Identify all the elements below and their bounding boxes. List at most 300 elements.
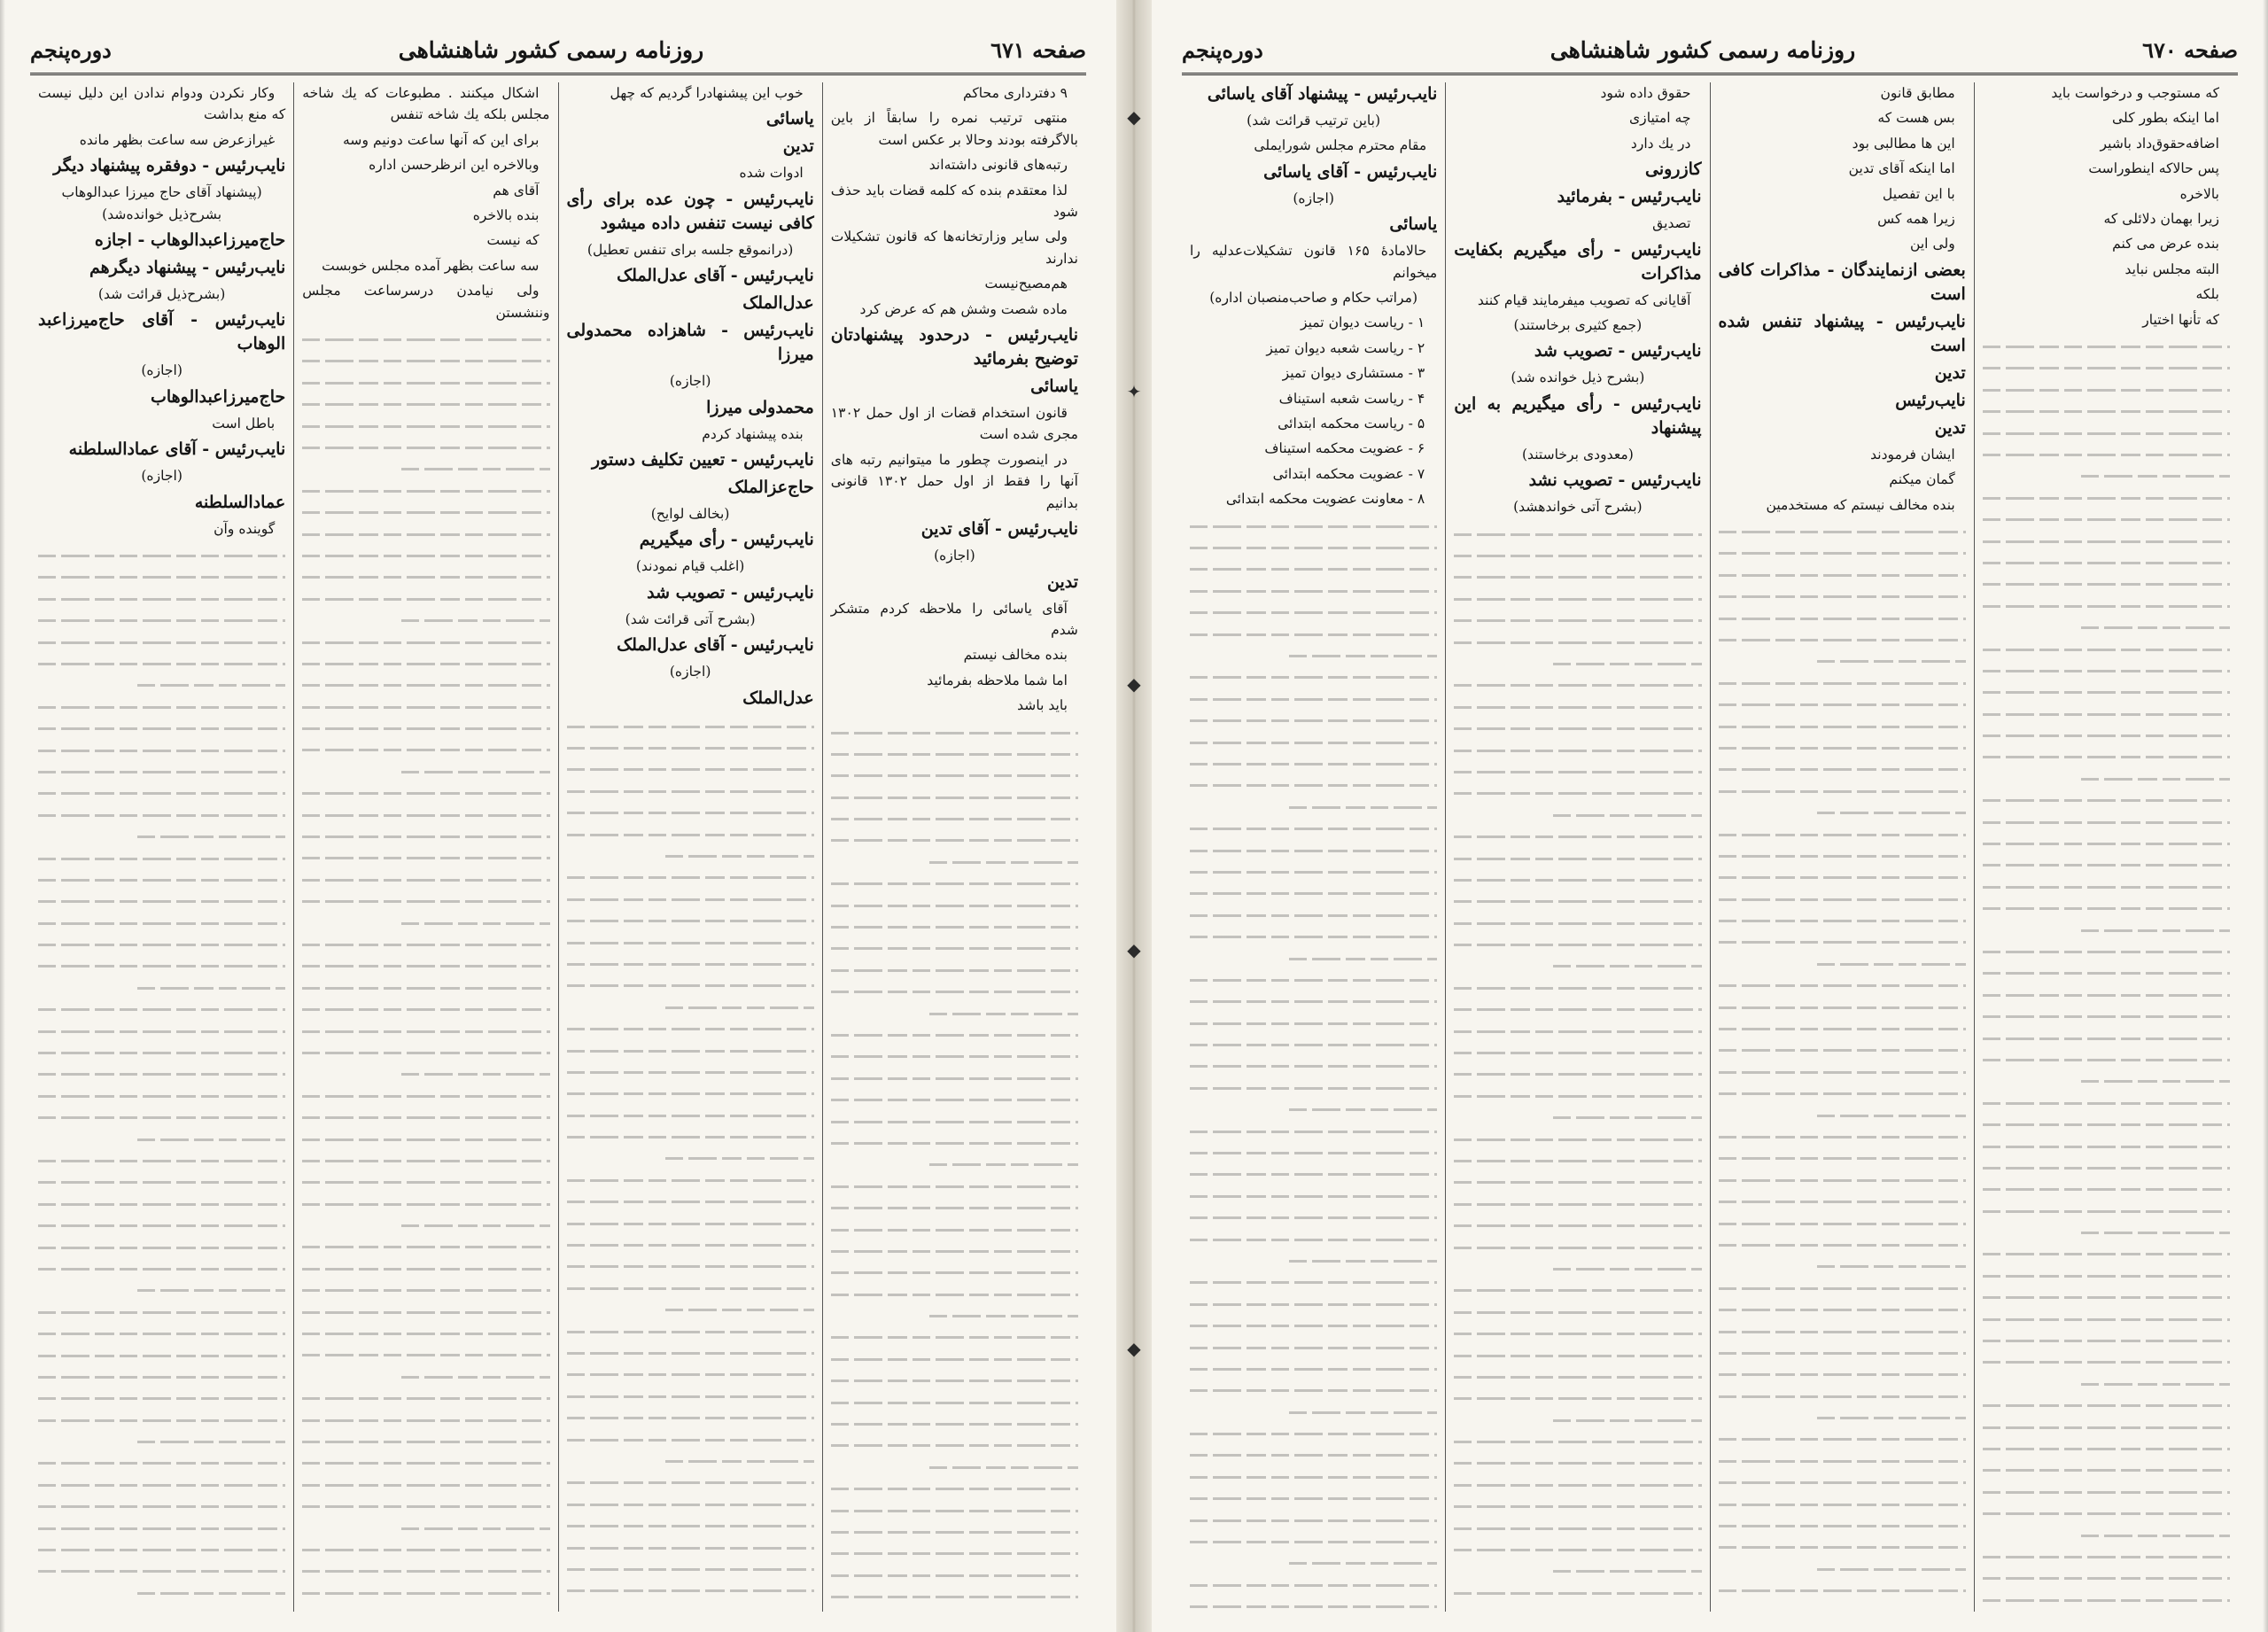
- text-line: [302, 804, 549, 826]
- speaker-heading: نایب‌رئیس - بفرمائید: [1557, 187, 1702, 207]
- text-line: [38, 1345, 285, 1366]
- text-line: [1983, 681, 2230, 703]
- procedural-note: (اجازه): [141, 468, 183, 485]
- text-line: [567, 824, 814, 845]
- text-line: [1190, 969, 1437, 991]
- procedural-note: (پیشنهاد آقای حاج میرزا عبدالوهاب بشرح‌ذیل خوانده‌شد): [61, 184, 262, 222]
- illegible-text-lines: [302, 329, 549, 1612]
- text-line: [1190, 602, 1437, 623]
- text-line: [38, 999, 285, 1020]
- text-line: [302, 1582, 549, 1604]
- text-line: [38, 1237, 285, 1258]
- text-line: [831, 1326, 1078, 1348]
- transcript-paragraph: هم‌مصیح‌نیست: [984, 276, 1068, 292]
- text-line: [302, 739, 549, 760]
- text-line: [831, 1111, 1078, 1132]
- text-line: [567, 1515, 814, 1536]
- transcript-paragraph: منتهی ترتیب نمره را سابقاً از باین بالاگرفته بودند وحالا بر عکس است: [830, 110, 1078, 148]
- transcript-paragraph: بنده پیشنهاد کردم: [702, 425, 804, 442]
- text-line: [1983, 1136, 2230, 1157]
- text-line: [1983, 1070, 2230, 1092]
- text-line: [302, 1366, 549, 1387]
- transcript-paragraph: این ها مطالبی بود: [1852, 135, 1955, 152]
- procedural-note: (اغلب قیام نمودند): [635, 558, 745, 575]
- text-line: [1719, 716, 1966, 737]
- transcript-paragraph: تصدیق: [1652, 215, 1691, 232]
- speaker-heading: نایب‌رئیس - پیشنهاد دیگرهم: [89, 258, 286, 278]
- text-line: [302, 653, 549, 674]
- text-line: [1719, 564, 1966, 586]
- text-line: [567, 758, 814, 780]
- rank-list-item: ۱ - ریاست دیوان تمیز: [1300, 315, 1425, 331]
- text-line: [38, 610, 285, 631]
- left-columns: [30, 82, 1086, 1612]
- text-line: [1983, 400, 2230, 422]
- text-line: [1983, 1309, 2230, 1330]
- text-line: [1719, 1515, 1966, 1536]
- text-line: [1983, 1395, 2230, 1416]
- text-line: [1190, 1250, 1437, 1271]
- text-line: [567, 716, 814, 737]
- text-line: [38, 1496, 285, 1517]
- transcript-paragraph: در یك دارد: [1630, 135, 1691, 152]
- procedural-note: (مراتب حکام و صاحب‌منصبان اداره): [1209, 290, 1418, 307]
- text-line: [831, 1478, 1078, 1499]
- speaker-heading: نایب‌رئیس - شاهزاده محمدولی میرزا: [566, 321, 814, 365]
- text-line: [567, 1278, 814, 1299]
- text-line: [1983, 423, 2230, 444]
- illegible-text-lines: [1983, 336, 2230, 1612]
- text-line: [1454, 1258, 1701, 1279]
- text-line: [1454, 1171, 1701, 1193]
- text-line: [831, 1284, 1078, 1305]
- text-line: [1719, 1450, 1966, 1472]
- transcript-paragraph: مقام محترم مجلس شورایملی: [1254, 137, 1427, 154]
- text-line: [1190, 1163, 1437, 1185]
- text-line: [1983, 1373, 2230, 1395]
- rank-list-item: ۲ - ریاست شعبه دیوان تمیز: [1266, 339, 1425, 356]
- text-line: [831, 1413, 1078, 1434]
- text-line: [302, 1302, 549, 1323]
- text-line: [1983, 465, 2230, 486]
- text-line: [1983, 1611, 2230, 1612]
- text-line: [1983, 573, 2230, 595]
- text-line: [1454, 1107, 1701, 1128]
- text-line: [1983, 1459, 2230, 1480]
- text-line: [302, 1042, 549, 1063]
- text-line: [1719, 910, 1966, 931]
- right-column-4: [1182, 82, 1446, 1612]
- text-line: [831, 1565, 1078, 1586]
- text-line: [831, 873, 1078, 894]
- text-line: [567, 1255, 814, 1277]
- rank-list-item: ۵ - ریاست محکمه ابتدائی: [1278, 416, 1425, 432]
- text-line: [1454, 869, 1701, 890]
- procedural-note: (جمع کثیری برخاستند): [1513, 317, 1643, 334]
- text-line: [1190, 1466, 1437, 1488]
- rank-list-item: ۷ - عضویت محکمه ابتدائی: [1272, 465, 1425, 482]
- text-line: [1719, 1494, 1966, 1515]
- speaker-heading: یاسائی: [1030, 377, 1078, 397]
- transcript-paragraph: آقایانی که تصویب میفرمایند قیام کنند: [1477, 291, 1691, 308]
- right-gazette-title: روزنامه رسمی کشور شاهنشاهی: [1550, 37, 1856, 63]
- left-column-2: [559, 82, 823, 1612]
- text-line: [1190, 948, 1437, 969]
- right-column-3: [1446, 82, 1710, 1612]
- text-line: [567, 953, 814, 975]
- text-line: [1454, 1560, 1701, 1581]
- binding-gutter: [1116, 0, 1152, 1632]
- text-line: [302, 1193, 549, 1215]
- procedural-note: (درانموقع جلسه برای تنفس تعطیل): [586, 241, 794, 258]
- speaker-heading: نایب‌رئیس - آقای تدین: [920, 519, 1078, 540]
- text-line: [302, 999, 549, 1020]
- transcript-paragraph: ایشان فرمودند: [1870, 446, 1955, 462]
- text-line: [1454, 1387, 1701, 1409]
- text-line: [302, 1258, 549, 1279]
- text-line: [1454, 848, 1701, 869]
- speaker-heading: یاسائی: [1389, 214, 1438, 235]
- text-line: [302, 1539, 549, 1560]
- illegible-text-lines: [567, 716, 814, 1612]
- text-line: [1983, 617, 2230, 638]
- text-line: [1719, 931, 1966, 952]
- text-line: [1719, 1039, 1966, 1061]
- text-line: [1983, 639, 2230, 660]
- text-line: [1983, 660, 2230, 681]
- text-line: [38, 955, 285, 976]
- text-line: [1719, 1213, 1966, 1234]
- left-gazette-title: روزنامه رسمی کشور شاهنشاهی: [398, 37, 704, 63]
- text-line: [302, 588, 549, 610]
- left-column-3: [294, 82, 558, 1612]
- transcript-paragraph: ماده شصت وشش هم که عرض کرد: [859, 300, 1068, 317]
- text-line: [1190, 537, 1437, 558]
- text-line: [1454, 740, 1701, 761]
- text-line: [1190, 1229, 1437, 1250]
- text-line: [1190, 580, 1437, 602]
- text-line: [1983, 746, 2230, 767]
- text-line: [1983, 1351, 2230, 1372]
- text-line: [567, 1170, 814, 1191]
- text-line: [1190, 1358, 1437, 1379]
- text-line: [1190, 818, 1437, 839]
- transcript-paragraph: ۹ دفترداری محاکم: [963, 85, 1068, 101]
- text-line: [1983, 941, 2230, 962]
- text-line: [38, 1150, 285, 1171]
- text-line: [1190, 1315, 1437, 1336]
- text-line: [1454, 718, 1701, 739]
- text-line: [1983, 1567, 2230, 1589]
- speaker-heading: نایب‌رئیس - پیشنهاد آقای یاسائی: [1207, 84, 1438, 104]
- binding-stitch-icon: ◆: [1127, 939, 1141, 960]
- text-line: [1454, 999, 1701, 1020]
- text-line: [831, 895, 1078, 916]
- text-line: [831, 722, 1078, 743]
- text-line: [1190, 1055, 1437, 1076]
- text-line: [1190, 840, 1437, 861]
- transcript-paragraph: بالاخره: [2179, 185, 2219, 202]
- text-line: [302, 890, 549, 912]
- text-line: [302, 1323, 549, 1344]
- illegible-text-lines: [1719, 521, 1966, 1612]
- procedural-note: (اجازه): [669, 373, 711, 390]
- text-line: [1719, 953, 1966, 975]
- text-line: [1190, 666, 1437, 688]
- text-line: [302, 1431, 549, 1452]
- text-line: [1454, 696, 1701, 718]
- text-line: [567, 1407, 814, 1428]
- text-line: [831, 981, 1078, 1002]
- text-line: [831, 1434, 1078, 1456]
- text-line: [302, 1496, 549, 1517]
- text-line: [1983, 1438, 2230, 1459]
- text-line: [1983, 1049, 2230, 1070]
- text-line: [831, 1024, 1078, 1045]
- text-line: [567, 1018, 814, 1039]
- text-line: [1454, 1237, 1701, 1258]
- text-line: [1454, 913, 1701, 934]
- text-line: [1983, 531, 2230, 552]
- text-line: [302, 955, 549, 976]
- text-line: [302, 1171, 549, 1193]
- text-line: [38, 826, 285, 847]
- transcript-paragraph: حقوق داده شود: [1600, 85, 1691, 101]
- text-line: [1983, 379, 2230, 400]
- transcript-paragraph: زیرا بهمان دلائلی که: [2103, 211, 2219, 228]
- text-line: [1983, 1330, 2230, 1351]
- text-line: [831, 1392, 1078, 1413]
- text-line: [1190, 1271, 1437, 1293]
- rank-list-item: ۶ - عضویت محکمه استیناف: [1264, 440, 1425, 457]
- text-line: [567, 737, 814, 758]
- text-line: [1719, 608, 1966, 629]
- transcript-paragraph: زیرا همه کس: [1877, 211, 1955, 228]
- transcript-paragraph: پس حالاکه اینطوراست: [2088, 160, 2219, 177]
- text-line: [1719, 1018, 1966, 1039]
- text-line: [1719, 1147, 1966, 1169]
- text-line: [38, 1474, 285, 1496]
- text-line: [1190, 991, 1437, 1012]
- text-line: [1983, 812, 2230, 833]
- text-line: [38, 913, 285, 934]
- text-line: [1454, 1410, 1701, 1431]
- text-line: [1983, 1589, 2230, 1611]
- transcript-paragraph: ولی سایر وزارتخانه‌ها که قانون تشکیلات ندارند: [830, 229, 1078, 267]
- text-line: [1719, 1321, 1966, 1342]
- text-line: [1983, 1222, 2230, 1243]
- procedural-note: (اجازه): [934, 548, 975, 564]
- text-line: [1719, 1407, 1966, 1428]
- text-line: [302, 1063, 549, 1084]
- right-term-label: دوره‌پنجم: [1182, 37, 1263, 63]
- text-line: [1983, 703, 2230, 725]
- text-line: [1719, 650, 1966, 672]
- right-column-2: [1711, 82, 1975, 1612]
- text-line: [831, 1132, 1078, 1154]
- text-line: [1719, 1083, 1966, 1104]
- text-line: [38, 1410, 285, 1431]
- text-line: [1719, 1536, 1966, 1558]
- text-line: [302, 566, 549, 587]
- text-line: [1454, 782, 1701, 804]
- text-line: [831, 1240, 1078, 1262]
- text-line: [1719, 975, 1966, 996]
- text-line: [302, 350, 549, 371]
- text-line: [831, 916, 1078, 937]
- left-column-4: [30, 82, 294, 1612]
- left-page: [0, 0, 1116, 1632]
- right-column-1: [1975, 82, 2238, 1612]
- binding-stitch-icon: ✦: [1126, 381, 1142, 402]
- text-line: [302, 416, 549, 437]
- text-line: [1190, 753, 1437, 774]
- left-page-number: صفحه ٦٧١: [990, 37, 1086, 63]
- text-line: [302, 1518, 549, 1539]
- text-line: [1190, 1099, 1437, 1120]
- text-line: [567, 975, 814, 996]
- text-line: [1719, 1126, 1966, 1147]
- text-line: [1454, 632, 1701, 653]
- text-line: [302, 1410, 549, 1431]
- text-line: [1454, 653, 1701, 674]
- text-line: [1719, 1061, 1966, 1083]
- text-line: [831, 1586, 1078, 1607]
- text-line: [1454, 1345, 1701, 1366]
- text-line: [1190, 1185, 1437, 1207]
- text-line: [1190, 1077, 1437, 1099]
- speaker-heading: نایب‌رئیس - آقای عدل‌الملک: [617, 266, 814, 286]
- binding-stitch-icon: ◆: [1127, 1338, 1141, 1359]
- text-line: [1190, 1142, 1437, 1163]
- text-line: [1983, 1417, 2230, 1438]
- left-term-label: دوره‌پنجم: [30, 37, 112, 63]
- text-line: [831, 1305, 1078, 1326]
- text-line: [302, 610, 549, 631]
- text-line: [1190, 516, 1437, 537]
- left-column-1: [823, 82, 1086, 1612]
- transcript-paragraph: بنده بالاخره: [472, 207, 540, 224]
- text-line: [1190, 1034, 1437, 1055]
- text-line: [831, 1068, 1078, 1089]
- procedural-note: (معدودی برخاستند): [1521, 446, 1634, 462]
- text-line: [567, 1083, 814, 1104]
- text-line: [1719, 1602, 1966, 1612]
- text-line: [1719, 1278, 1966, 1299]
- speaker-heading: نایب‌رئیس - چون عده برای رأی کافی نیست تنفس داده میشود: [566, 189, 814, 233]
- right-page-number: صفحه ٦٧٠: [2142, 37, 2238, 63]
- text-line: [38, 1452, 285, 1473]
- text-line: [567, 1105, 814, 1126]
- text-line: [1190, 905, 1437, 926]
- speaker-heading: نایب‌رئیس - آقای یاسائی: [1263, 161, 1438, 182]
- text-line: [567, 1602, 814, 1612]
- text-line: [1190, 882, 1437, 904]
- procedural-note: (بخالف لوایح): [650, 506, 730, 523]
- speaker-heading: نایب‌رئیس - پیشنهاد تنفس شده است: [1718, 311, 1966, 355]
- text-line: [1190, 1596, 1437, 1612]
- transcript-paragraph: که مستوجب و درخواست باید: [2051, 85, 2219, 101]
- text-line: [302, 1387, 549, 1409]
- text-line: [1190, 926, 1437, 947]
- speaker-heading: نایب‌رئیس - آقای عدل‌الملک: [617, 635, 814, 656]
- speaker-heading: حاج‌میرزاعبدالوهاب - اجازه: [94, 230, 286, 251]
- procedural-note: (بشرح ذیل خوانده شد): [1511, 369, 1645, 386]
- text-line: [1719, 1234, 1966, 1255]
- text-line: [1719, 1255, 1966, 1277]
- procedural-note: (اجازه): [1293, 190, 1334, 206]
- text-line: [831, 1500, 1078, 1521]
- speaker-heading: نایب‌رئیس - تصویب شد: [647, 582, 814, 602]
- text-line: [567, 1364, 814, 1385]
- transcript-paragraph: ولی این: [1909, 236, 1955, 253]
- text-line: [1983, 336, 2230, 357]
- text-line: [1983, 1157, 2230, 1178]
- text-line: [1190, 1294, 1437, 1315]
- text-line: [1983, 552, 2230, 573]
- text-line: [1454, 955, 1701, 976]
- text-line: [1983, 962, 2230, 983]
- text-line: [567, 1061, 814, 1083]
- text-line: [1719, 824, 1966, 845]
- text-line: [38, 1302, 285, 1323]
- text-line: [38, 890, 285, 912]
- text-line: [38, 934, 285, 955]
- text-line: [302, 869, 549, 890]
- transcript-paragraph: با این تفصیل: [1882, 185, 1955, 202]
- speaker-heading: نایب‌رئیس - آقای عمادالسلطنه: [68, 439, 286, 460]
- text-line: [1190, 1121, 1437, 1142]
- text-line: [302, 1236, 549, 1257]
- text-line: [1719, 542, 1966, 563]
- text-line: [1719, 737, 1966, 758]
- text-line: [1719, 1364, 1966, 1385]
- text-line: [1983, 509, 2230, 530]
- text-line: [1190, 774, 1437, 796]
- text-line: [1983, 1201, 2230, 1222]
- text-line: [1190, 688, 1437, 710]
- text-line: [1983, 1092, 2230, 1114]
- text-line: [38, 1366, 285, 1387]
- text-line: [1454, 934, 1701, 955]
- text-line: [1190, 558, 1437, 579]
- text-line: [1719, 629, 1966, 650]
- text-line: [302, 718, 549, 739]
- text-line: [1983, 1481, 2230, 1503]
- speaker-heading: نایب‌رئیس - رأی میگیریم: [639, 530, 814, 550]
- text-line: [1983, 1114, 2230, 1135]
- text-line: [831, 1457, 1078, 1478]
- transcript-paragraph: ادوات شده: [739, 165, 804, 182]
- text-line: [1454, 610, 1701, 631]
- speaker-heading: نایب‌رئیس - آقای حاج‌میرزاعبد الوهاب: [38, 310, 286, 354]
- text-line: [1983, 487, 2230, 509]
- transcript-paragraph: اما اینکه آقای تدین: [1848, 160, 1955, 177]
- rank-list-item: ۳ - مستشاری دیوان تمیز: [1282, 365, 1425, 382]
- transcript-paragraph: خوب این پیشنهادرا گردیم که چهل: [610, 85, 804, 101]
- text-line: [302, 1604, 549, 1612]
- text-line: [567, 1429, 814, 1450]
- text-line: [38, 1129, 285, 1150]
- transcript-paragraph: بنده عرض می کنم: [2112, 236, 2219, 253]
- transcript-paragraph: رتبه‌های قانونی داشته‌اند: [928, 157, 1068, 174]
- text-line: [1719, 889, 1966, 910]
- text-line: [302, 674, 549, 696]
- text-line: [1190, 1510, 1437, 1531]
- text-line: [1719, 672, 1966, 694]
- text-line: [38, 674, 285, 696]
- text-line: [831, 743, 1078, 765]
